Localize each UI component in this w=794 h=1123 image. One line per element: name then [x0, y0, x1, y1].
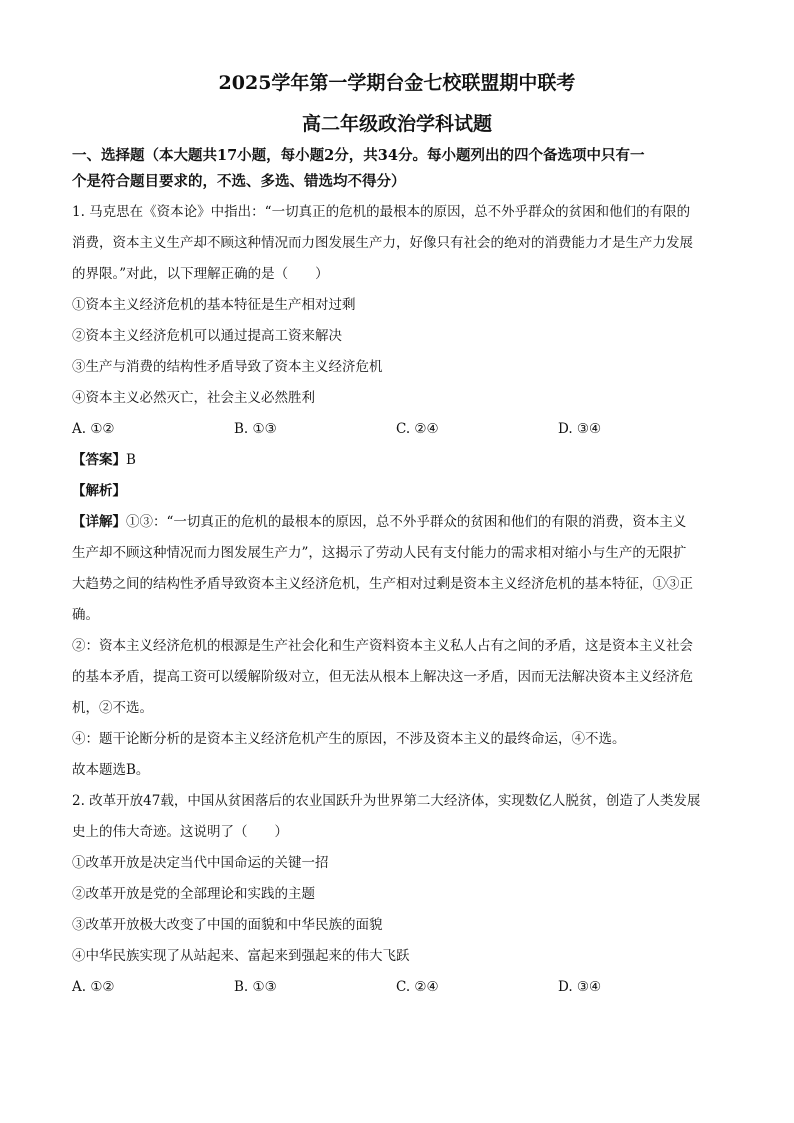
- q1-detail-line: 确。: [72, 607, 99, 623]
- question-1: [72, 197, 722, 786]
- q1-option-b: B. ①③: [234, 421, 277, 437]
- q2-option-b: B. ①③: [234, 979, 277, 995]
- q1-stem-line: 1. 马克思在《资本论》中指出：“一切真正的危机的最根本的原因，总不外乎群众的贫困和他们的有限的: [72, 204, 691, 220]
- q1-option-a: A. ①②: [72, 421, 115, 437]
- q1-detail-line: [72, 507, 722, 538]
- q2-item: ①改革开放是决定当代中国命运的关键一招: [72, 855, 329, 871]
- detail-tag: 【详解】: [72, 514, 126, 530]
- answer-tag: 【答案】: [72, 452, 126, 468]
- section-heading-line-2: 个是符合题目要求的，不选、多选、错选均不得分）: [72, 173, 406, 190]
- q1-item: ①资本主义经济危机的基本特征是生产相对过剩: [72, 297, 356, 313]
- section-heading-line-1: 一、选择题（本大题共17小题，每小题2分，共34分。每小题列出的四个备选项中只有一: [72, 147, 645, 164]
- q2-item: ②改革开放是党的全部理论和实践的主题: [72, 886, 315, 902]
- q1-conclusion: 故本题选B。: [72, 762, 150, 778]
- q1-stem-line: 消费，资本主义生产却不顾这种情况而力图发展生产力，好像只有社会的绝对的消费能力才是生产力发展: [72, 235, 693, 251]
- q1-answer: [72, 445, 722, 476]
- q1-detail2-line: 机，②不选。: [72, 700, 153, 716]
- answer-value: B: [126, 452, 136, 468]
- q2-options: [72, 972, 722, 1003]
- q2-option-c: C. ②④: [396, 979, 439, 995]
- q1-item: ②资本主义经济危机可以通过提高工资来解决: [72, 328, 342, 344]
- exam-title: 2025学年第一学期台金七校联盟期中联考: [218, 72, 576, 94]
- q2-stem-line: 2. 改革开放47载，中国从贫困落后的农业国跃升为世界第二大经济体，实现数亿人脱贫，创造了人类发展: [72, 793, 701, 809]
- analysis-tag: 【解析】: [72, 483, 126, 499]
- q1-option-c: C. ②④: [396, 421, 439, 437]
- q2-item: ③改革开放极大改变了中国的面貌和中华民族的面貌: [72, 917, 383, 933]
- q1-stem-line: 的界限。”对此，以下理解正确的是（ ）: [72, 266, 329, 282]
- q2-item: ④中华民族实现了从站起来、富起来到强起来的伟大飞跃: [72, 948, 410, 964]
- q1-detail-line: 生产却不顾这种情况而力图发展生产力”，这揭示了劳动人民有支付能力的需求相对缩小与生产的无限扩: [72, 545, 687, 561]
- q1-detail-text: ①③：“一切真正的危机的最根本的原因，总不外乎群众的贫困和他们的有限的消费，资本主义: [126, 514, 687, 530]
- q1-detail3-line: ④：题干论断分析的是资本主义经济危机产生的原因，不涉及资本主义的最终命运，④不选。: [72, 731, 626, 747]
- q1-option-d: D. ③④: [558, 421, 602, 437]
- q1-detail2-line: 的基本矛盾，提高工资可以缓解阶级对立，但无法从根本上解决这一矛盾，因而无法解决资本主义经济危: [72, 669, 693, 685]
- q2-option-d: D. ③④: [558, 979, 602, 995]
- q1-item: ④资本主义必然灭亡，社会主义必然胜利: [72, 390, 315, 406]
- q1-detail-line: 大趋势之间的结构性矛盾导致资本主义经济危机，生产相对过剩是资本主义经济危机的基本特征，①③正: [72, 576, 693, 592]
- exam-subtitle: 高二年级政治学科试题: [301, 113, 492, 135]
- q1-detail2-line: ②：资本主义经济危机的根源是生产社会化和生产资料资本主义私人占有之间的矛盾，这是资本主义社会: [72, 638, 693, 654]
- section-heading: [72, 143, 722, 195]
- q1-options: [72, 414, 722, 445]
- q2-stem-line: 史上的伟大奇迹。这说明了（ ）: [72, 824, 288, 840]
- q2-option-a: A. ①②: [72, 979, 115, 995]
- question-2: [72, 786, 722, 1003]
- q1-item: ③生产与消费的结构性矛盾导致了资本主义经济危机: [72, 359, 383, 375]
